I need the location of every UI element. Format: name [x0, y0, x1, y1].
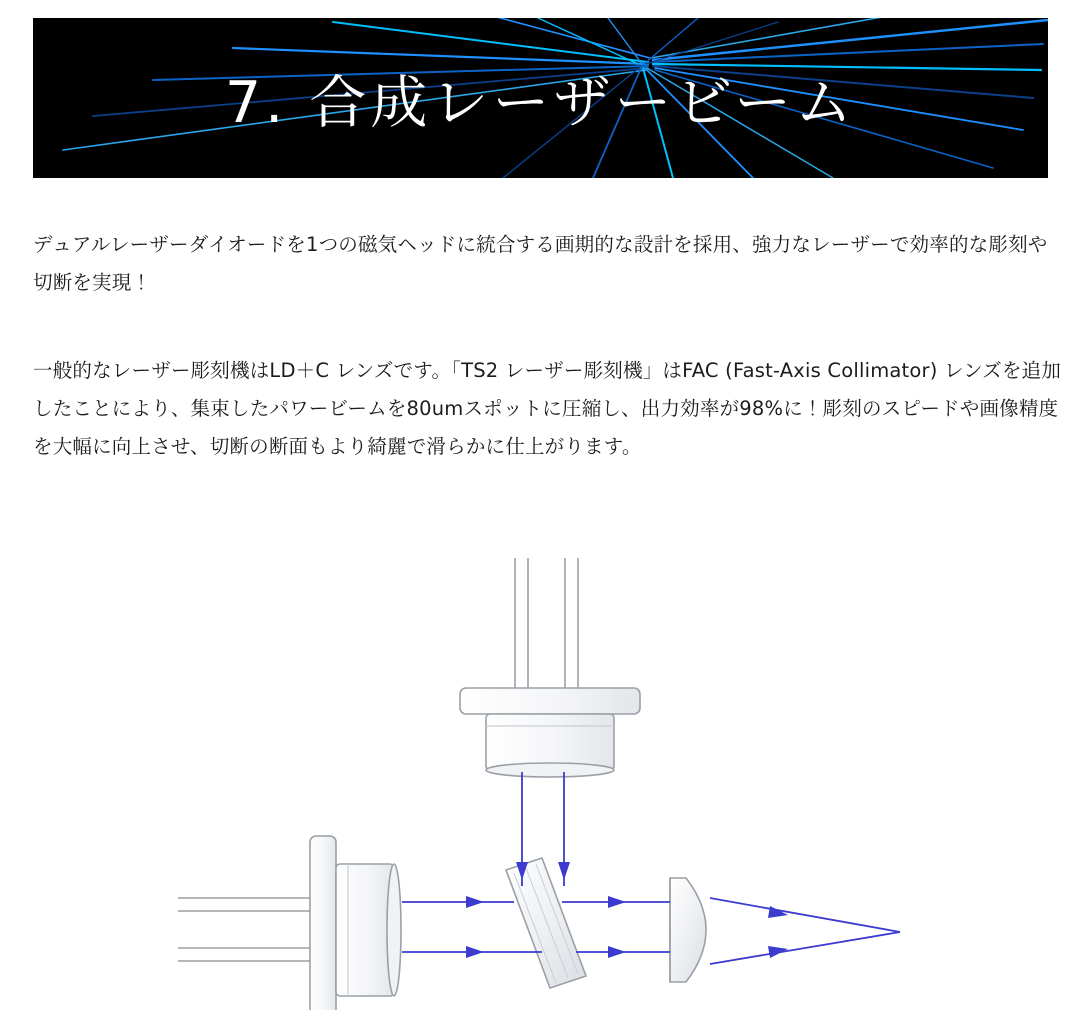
focusing-lens — [670, 878, 706, 982]
beam-combiner-mirror — [506, 858, 586, 988]
beam-focus-lower — [710, 932, 900, 964]
hero-title: 7. 合成レーザービーム — [224, 70, 857, 136]
intro-paragraph: デュアルレーザーダイオードを1つの磁気ヘッドに統合する画期的な設計を採用、強力なレーザーで効率的な彫刻や切断を実現！ — [33, 232, 1048, 294]
detail-paragraph: 一般的なレーザー彫刻機はLD＋C レンズです。「TS2 レーザー彫刻機」はFAC (Fast-Axis Collimator) レンズを追加したことにより、集束したパワービームを80umスポットに圧縮し、出力効率が98%に！彫刻のスピードや画像精度を大幅に向上させ、切断の断面もより綺麗で滑らかに仕上がります。 — [33, 358, 1062, 458]
beam-focus-upper — [710, 898, 900, 932]
optical-diagram — [170, 540, 930, 1010]
top-laser-diode — [460, 558, 640, 777]
left-laser-diode — [178, 836, 401, 1010]
beam-combining-schematic — [170, 540, 930, 1010]
hero-banner — [33, 18, 1048, 178]
